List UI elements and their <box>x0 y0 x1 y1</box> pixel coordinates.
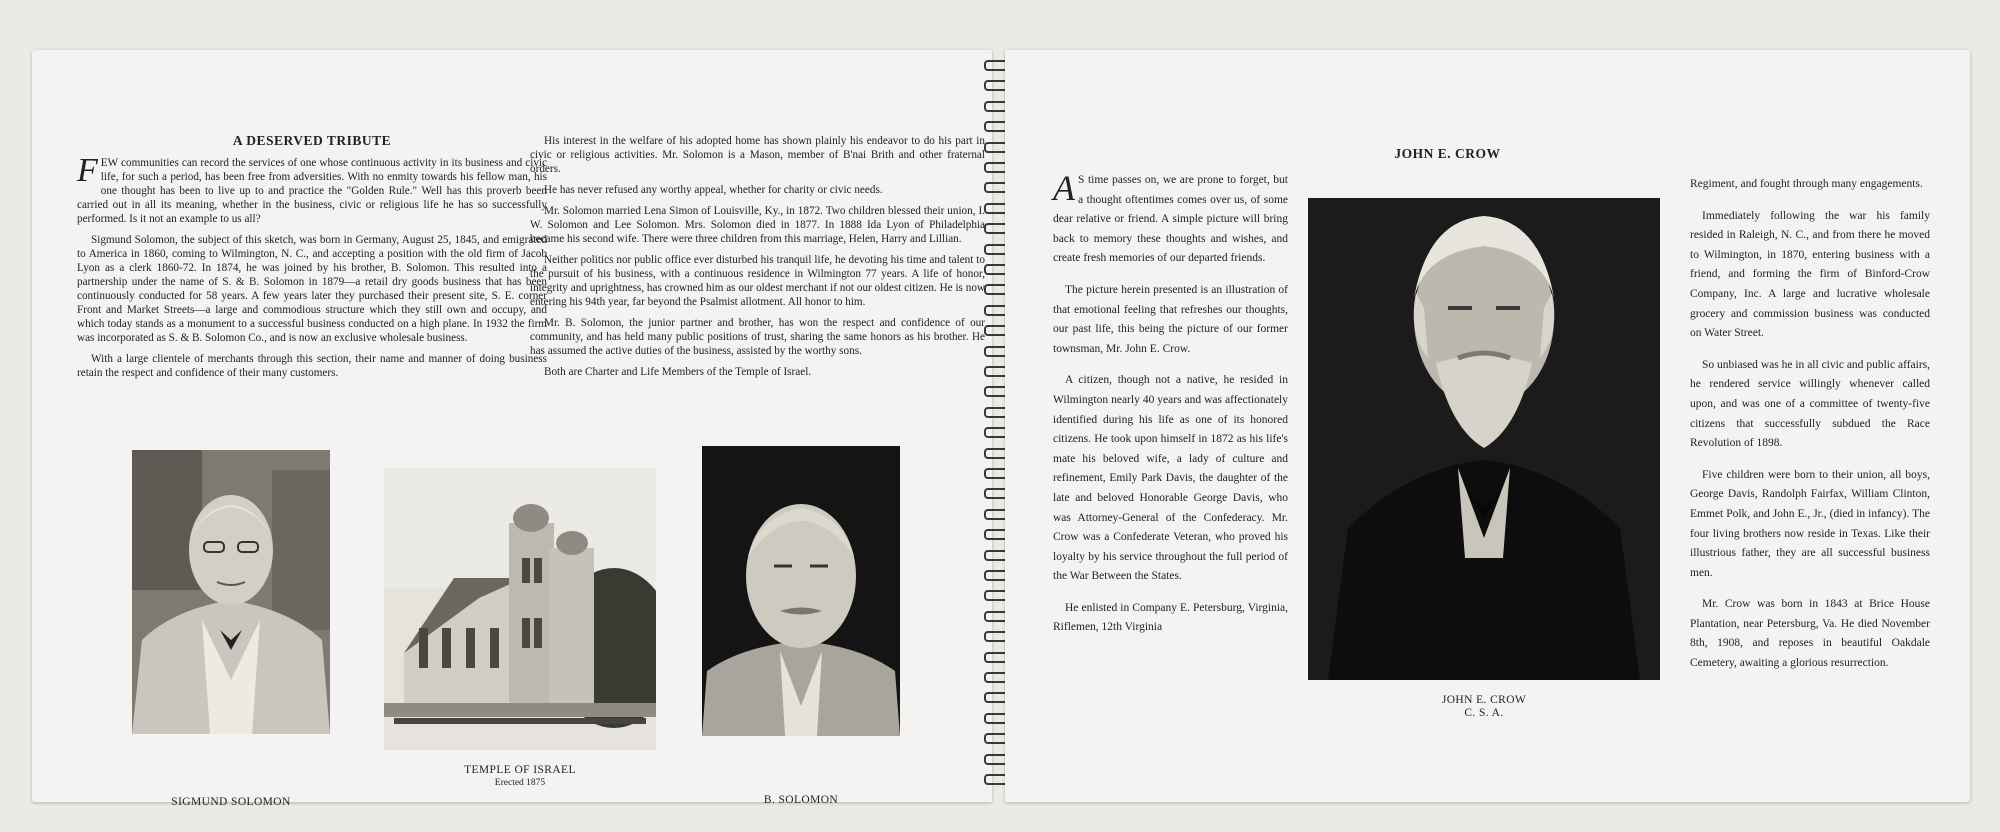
sigmund-solomon-photo <box>132 450 330 734</box>
paragraph: Mr. Crow was born in 1843 at Brice House Plantation, near Petersburg, Va. He died November 8th, 1908, and reposes in beautiful Oakdale Cemetery, awaiting a glorious resurrection. <box>1690 598 1930 670</box>
article-column-1 <box>1053 168 1288 650</box>
paragraph: Neither politics nor public office ever disturbed his tranquil life, he devoting his time and talent to the pursuit of his business, with a continuous residence in Wilmington 77 years. A life of honor, integrity and uprightness, has crowned him as our oldest merchant if not our oldest citizen. He is now entering his 94th year, far beyond the Psalmist allotment. All honor to him. <box>530 254 985 308</box>
paragraph: Immediately following the war his family resided in Raleigh, N. C., and from there he moved to Wilmington, in 1870, entering business with a friend, and forming the firm of Binford-Crow Company, Inc. A large and lucrative wholesale grocery and commission business was conducted on Water Street. <box>1690 209 1930 340</box>
left-page <box>32 50 992 808</box>
caption-john-e-crow <box>1308 694 1660 720</box>
caption-b-solomon: B. SOLOMON <box>763 794 839 806</box>
paragraph: Mr. B. Solomon, the junior partner and brother, has won the respect and confidence of our community, and has held many public positions of trust, sharing the same honors as his brother. He has assumed the active duties of the business, assisted by the worthy sons. <box>530 317 985 357</box>
paragraph: Sigmund Solomon, the subject of this sketch, was born in Germany, August 25, 1845, and emigrated to America in 1860, coming to Wilmington, N. C., and accepting a position with the old firm of Jacob Lyon as a clerk 1860-72. In 1874, he was joined by his brother, B. Solomon. This resulted into a partnership under the name of S. & B. Solomon in 1879—a retail dry goods business that has been continuously conducted for 58 years. A few years later they purchased their present site, S. E. corner Front and Market Streets—a large and commodious structure which they still own and occupy, and which today stands as a monument to a successful business conducted on a high plane. In 1932 the firm was incorporated as S. & B. Solomon Co., and is now an exclusive wholesale business. <box>77 234 547 344</box>
article-column-2 <box>530 134 985 386</box>
drop-cap: F <box>77 152 98 189</box>
paragraph: A S time passes on, we are prone to forget, but a thought oftentimes comes over us, of some dear relative or friend. A simple picture will bring back to memory these thoughts and wishes, and create fresh memories of our departed friends. <box>1053 168 1288 265</box>
paragraph: FEW communities can record the services of one whose continuous activity in its business and civic life, for such a period, has been free from adversities. With no enmity towards his fellow man, his one thought has been to live up to and practice the "Golden Rule." Well has this proverb been carried out in all its meaning, whether in the business, civic or religious life he has so successfully performed. Is it not an example to us all? <box>77 152 547 225</box>
article-column-2 <box>1690 175 1930 686</box>
caption-temple-date: Erected 1875 <box>494 778 546 788</box>
paragraph: A citizen, though not a native, he resided in Wilmington nearly 40 years and was affectionately identified during his life as one of its honored citizens. He took upon himself in 1872 as his life's mate his beloved wife, a lady of culture and refinement, Emily Park Davis, the daughter of the late and beloved Honorable George Davis, who was Attorney-General of the Confederacy. Mr. Crow was a Confederate Veteran, who proved his loyalty by his service throughout the full period of the War Between the States. <box>1053 374 1288 583</box>
paragraph: Regiment, and fought through many engagements. <box>1690 178 1923 190</box>
right-page <box>1005 50 1970 802</box>
caption-sigmund-solomon: SIGMUND SOLOMON <box>171 796 291 808</box>
paragraph: He has never refused any worthy appeal, whether for charity or civic needs. <box>544 184 883 196</box>
b-solomon-photo <box>702 446 900 736</box>
temple-of-israel-photo <box>384 468 656 750</box>
paragraph: Both are Charter and Life Members of the Temple of Israel. <box>544 366 812 378</box>
article-column-1 <box>77 134 547 387</box>
caption-rank: C. S. A. <box>1464 707 1504 719</box>
john-e-crow-portrait <box>1308 198 1660 680</box>
caption-temple-title: TEMPLE OF ISRAEL <box>464 764 576 776</box>
paragraph: Mr. Solomon married Lena Simon of Louisville, Ky., in 1872. Two children blessed their union, I. W. Solomon and Lee Solomon. Mrs. Solomon died in 1877. In 1888 Ida Lyon of Philadelphia became his second wife. There were three children from this marriage, Helen, Harry and Lillian. <box>530 205 985 245</box>
caption-name: JOHN E. CROW <box>1441 694 1527 706</box>
article-title: A DESERVED TRIBUTE <box>232 133 392 148</box>
drop-cap: A <box>1053 168 1075 208</box>
paragraph: His interest in the welfare of his adopted home has shown plainly his endeavor to do his part in civic or religious activities. Mr. Solomon is a Mason, member of B'nai Brith and other fraternal orders. <box>530 135 985 175</box>
paragraph: So unbiased was he in all civic and public affairs, he rendered service willingly whenever called upon, and was one of a committee of twenty-five citizens that successfully subdued the Race Revolution of 1898. <box>1690 358 1930 450</box>
caption-temple-of-israel <box>384 764 656 790</box>
paragraph: Five children were born to their union, all boys, George Davis, Randolph Fairfax, William Clinton, Emmet Polk, and John E., Jr., (died in infancy). The four living brothers now reside in Texas. Like their illustrious father, they are all successful business men. <box>1690 468 1930 579</box>
paragraph: He enlisted in Company E. Petersburg, Virginia, Riflemen, 12th Virginia <box>1053 601 1288 634</box>
paragraph: The picture herein presented is an illustration of that emotional feeling that refreshes our thoughts, our past life, this being the picture of our former townsman, Mr. John E. Crow. <box>1053 283 1288 355</box>
article-title: JOHN E. CROW <box>1394 146 1501 161</box>
paragraph: With a large clientele of merchants through this section, their name and manner of doing business retain the respect and confidence of their many customers. <box>77 353 547 379</box>
